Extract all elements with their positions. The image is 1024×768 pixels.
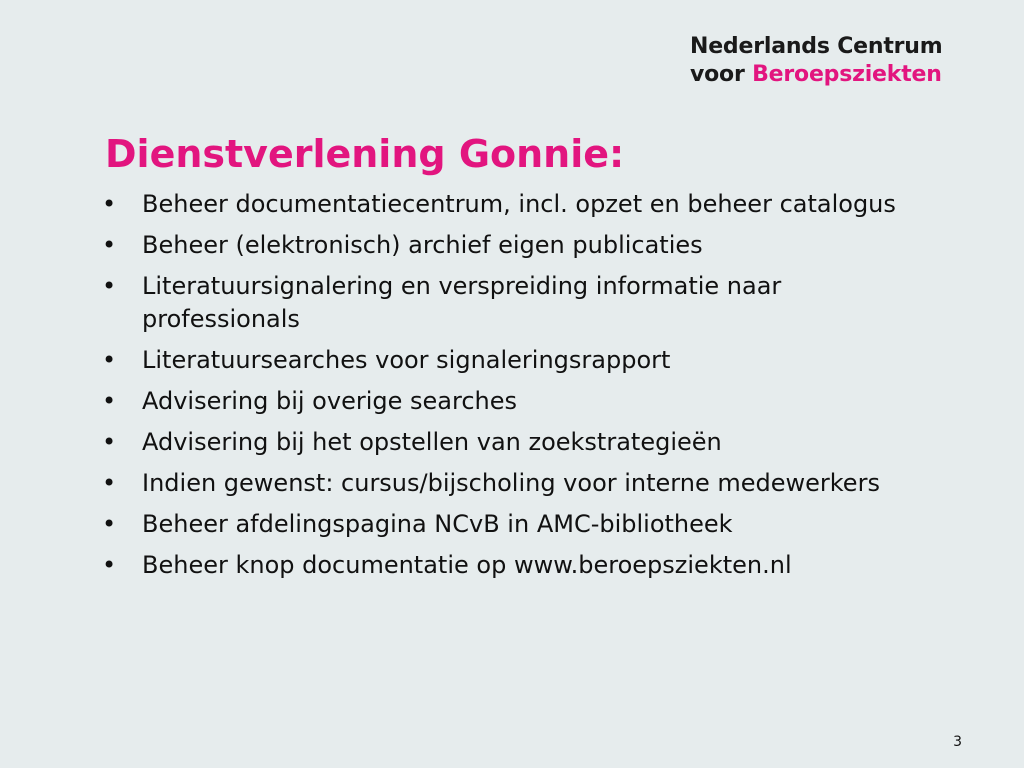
bullet-text: Beheer knop documentatie op www.beroepsziekten.nl xyxy=(142,551,792,579)
bullet-item xyxy=(100,426,920,459)
logo-line-1: Nederlands Centrum xyxy=(690,34,943,59)
bullet-mark: • xyxy=(102,469,117,497)
bullet-mark: • xyxy=(102,551,117,579)
bullet-item xyxy=(100,270,920,336)
bullet-list xyxy=(100,188,920,590)
bullet-item xyxy=(100,385,920,418)
bullet-item xyxy=(100,229,920,262)
bullet-item xyxy=(100,508,920,541)
bullet-text: Advisering bij het opstellen van zoekstrategieën xyxy=(142,428,722,456)
bullet-mark: • xyxy=(102,272,117,300)
bullet-mark: • xyxy=(102,387,117,415)
bullet-text: Literatuursearches voor signaleringsrapport xyxy=(142,346,671,374)
bullet-mark: • xyxy=(102,231,117,259)
logo-line-2 xyxy=(690,61,990,89)
logo-line-2-prefix: voor xyxy=(690,62,753,87)
bullet-mark: • xyxy=(102,190,117,218)
bullet-text: Literatuursignalering en verspreiding informatie naar professionals xyxy=(142,272,782,333)
bullet-item xyxy=(100,344,920,377)
bullet-mark: • xyxy=(102,346,117,374)
slide-title: Dienstverlening Gonnie: xyxy=(105,132,625,176)
bullet-item xyxy=(100,188,920,221)
bullet-mark: • xyxy=(102,510,117,538)
ncvb-logo xyxy=(690,33,990,89)
bullet-item xyxy=(100,467,920,500)
bullet-text: Beheer afdelingspagina NCvB in AMC-bibliotheek xyxy=(142,510,733,538)
bullet-text: Beheer (elektronisch) archief eigen publicaties xyxy=(142,231,703,259)
bullet-mark: • xyxy=(102,428,117,456)
bullet-text: Beheer documentatiecentrum, incl. opzet en beheer catalogus xyxy=(142,190,896,218)
page-number: 3 xyxy=(953,734,962,750)
bullet-text: Indien gewenst: cursus/bijscholing voor interne medewerkers xyxy=(142,469,880,497)
logo-line-2-accent: Beroepsziekten xyxy=(752,62,942,87)
bullet-text: Advisering bij overige searches xyxy=(142,387,517,415)
bullet-item xyxy=(100,549,920,582)
